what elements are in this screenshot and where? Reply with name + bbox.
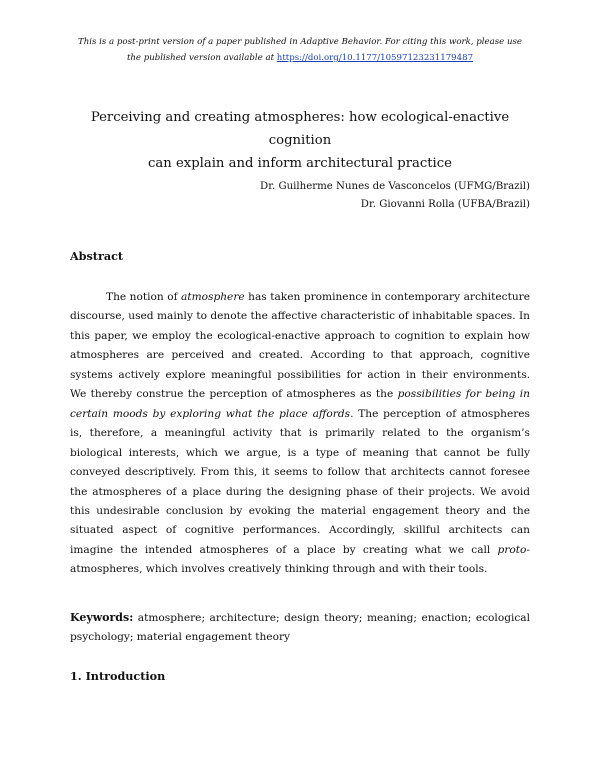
notice-line-1: This is a post-print version of a paper published in Adaptive Behavior. For citing this work, please use	[78, 37, 522, 47]
keywords	[70, 608, 530, 648]
notice-line-2-prefix: the published version available at	[126, 53, 277, 63]
paper-title	[60, 106, 540, 175]
postprint-notice	[60, 34, 540, 66]
abstract-part-2: has taken prominence in contemporary architecture discourse, used mainly to denote the affective characteristic of inhabitable spaces. In this paper, we employ the ecological-enactive approach to cognition to explain how atmospheres are perceived and created. According to that approach, cognitive systems actively explore meaningful possibilities for action in their environments. We thereby construe the perception of atmospheres as the	[70, 291, 530, 401]
keywords-text: atmosphere; architecture; design theory; meaning; enaction; ecological psychology; material engagement theory	[70, 612, 530, 644]
abstract-emphasis-3: proto	[497, 543, 527, 556]
abstract-emphasis-2: possibilities for being in certain moods by exploring what the place affords	[70, 388, 530, 420]
doi-link[interactable]: https://doi.org/10.1177/10597123231179487	[276, 53, 474, 63]
notice-line-2	[60, 50, 540, 66]
abstract-heading: Abstract	[70, 249, 124, 263]
abstract-part-4: -atmospheres, which involves creatively thinking through and with their tools.	[70, 543, 530, 576]
title-line-2: can explain and inform architectural practice	[148, 156, 452, 171]
abstract-part-1: The notion of	[106, 291, 182, 303]
author-1: Dr. Guilherme Nunes de Vasconcelos (UFMG/Brazil)	[260, 181, 530, 192]
author-2: Dr. Giovanni Rolla (UFBA/Brazil)	[360, 199, 530, 210]
author-list	[190, 178, 530, 214]
section-heading-introduction: 1. Introduction	[70, 669, 166, 683]
abstract-text	[70, 288, 530, 580]
title-line-1: Perceiving and creating atmospheres: how ecological-enactive cognition	[90, 110, 510, 148]
keywords-label: Keywords:	[70, 611, 134, 624]
abstract-emphasis-1: atmosphere	[181, 291, 245, 303]
abstract-part-3: . The perception of atmospheres is, therefore, a meaningful activity that is primarily related to the organism’s biological interests, which we argue, is a type of meaning that cannot be fully conveyed descriptively. From this, it seems to follow that architects cannot foresee the atmospheres of a place during the designing phase of their projects. We avoid this undesirable conclusion by evoking the material engagement theory and the situated aspect of cognitive performances. Accordingly, skillful architects can imagine the intended atmospheres of a place by creating what we call	[70, 407, 530, 556]
